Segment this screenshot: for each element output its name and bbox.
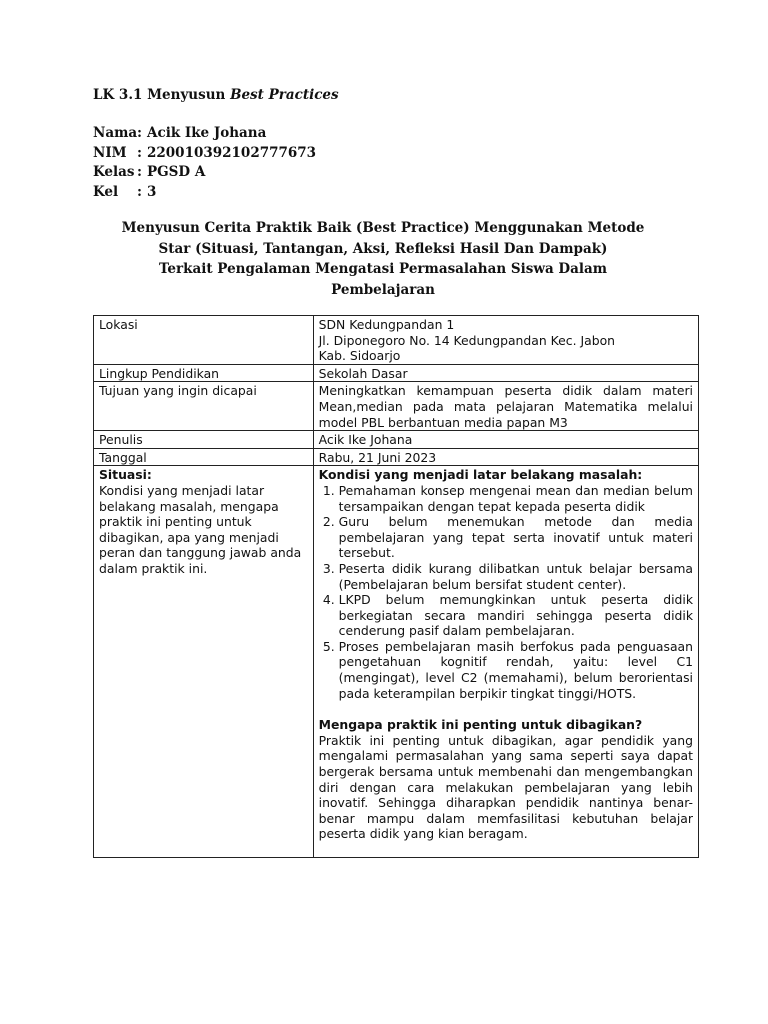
tujuan-label: Tujuan yang ingin dicapai: [94, 382, 314, 431]
identity-colon: :: [137, 125, 142, 141]
worksheet-title-italic: Best Practices: [230, 87, 339, 103]
table-row-lingkup: [94, 364, 699, 382]
list-item: 5. Proses pembelajaran masih berfokus pada penguasaan pengetahuan kognitif rendah, yaitu: level C1 (mengingat), level C2 (memahami), belum berorientasi pada keterampilan berpikir tingkat tinggi/HOTS.: [339, 639, 693, 701]
table-row-tanggal: [94, 448, 699, 466]
tanggal-value: Rabu, 21 Juni 2023: [313, 448, 698, 466]
lokasi-label: Lokasi: [94, 316, 314, 365]
best-practice-table: [93, 315, 699, 858]
identity-colon: :: [137, 164, 142, 180]
identity-colon: :: [137, 183, 142, 200]
lokasi-value: [313, 316, 698, 365]
list-item: 4. LKPD belum memungkinkan untuk peserta didik berkegiatan secara mandiri sehingga peserta didik cenderung pasif dalam pembelajaran.: [339, 592, 693, 639]
heading-line: Menyusun Cerita Praktik Baik (Best Practice) Menggunakan Metode: [121, 220, 645, 236]
heading-line: Terkait Pengalaman Mengatasi Permasalahan Siswa Dalam: [158, 261, 608, 277]
tujuan-value: Meningkatkan kemampuan peserta didik dalam materi Mean,median pada mata pelajaran Matematika melalui model PBL berbantuan media papan M3: [313, 382, 698, 431]
list-item: 3. Peserta didik kurang dilibatkan untuk belajar bersama (Pembelajaran belum bersifat student center).: [339, 561, 693, 592]
identity-label: Kel: [93, 183, 119, 200]
identity-row-kelas: [93, 163, 316, 183]
kondisi-heading: Kondisi yang menjadi latar belakang masalah:: [318, 467, 643, 483]
mengapa-paragraph: Praktik ini penting untuk dibagikan, agar pendidik yang mengalami permasalahan yang sama seperti saya dapat bergerak bersama untuk membenahi dan mengembangkan diri dengan cara melakukan pembelajaran yang lebih inovatif. Sehingga diharapkan pendidik nantinya benar-benar mampu dalam memfasilitasi kebutuhan belajar peserta didik yang kian beragam.: [318, 732, 693, 842]
mengapa-heading: Mengapa praktik ini penting untuk dibagikan?: [318, 717, 643, 733]
lokasi-line: Jl. Diponegoro No. 14 Kedungpandan Kec. Jabon: [318, 332, 616, 348]
identity-block: [93, 124, 316, 202]
table-row-penulis: [94, 431, 699, 449]
identity-value: 3: [147, 183, 157, 200]
kondisi-list: [319, 483, 693, 701]
identity-value: Acik Ike Johana: [147, 125, 267, 141]
heading-line: Pembelajaran: [331, 281, 435, 298]
identity-label: Nama: [93, 125, 138, 141]
identity-value: 220010392102777673: [147, 144, 317, 161]
spacer: [319, 701, 693, 717]
identity-row-nim: [93, 144, 316, 164]
lingkup-value: Sekolah Dasar: [313, 364, 698, 382]
identity-colon: :: [137, 144, 142, 161]
table-row-situasi: [94, 466, 699, 858]
lingkup-label: Lingkup Pendidikan: [94, 364, 314, 382]
situasi-cell: [94, 466, 314, 858]
situasi-description: Kondisi yang menjadi latar belakang masalah, mengapa praktik ini penting untuk dibagikan, apa yang menjadi peran dan tanggung jawab anda dalam praktik ini.: [99, 482, 302, 576]
list-item: 1. Pemahaman konsep mengenai mean dan median belum tersampaikan dengan tepat kepada peserta didik: [339, 483, 693, 514]
document-heading: [93, 218, 673, 300]
list-item: 2. Guru belum menemukan metode dan media pembelajaran yang tepat serta inovatif untuk materi tersebut.: [339, 514, 693, 561]
identity-value: PGSD A: [147, 164, 206, 180]
identity-label: Kelas: [93, 164, 135, 180]
lokasi-line: SDN Kedungpandan 1: [318, 317, 455, 332]
identity-row-kel: [93, 183, 316, 203]
lokasi-line: Kab. Sidoarjo: [318, 348, 401, 364]
heading-line: Star (Situasi, Tantangan, Aksi, Refleksi Hasil Dan Dampak): [158, 240, 608, 257]
table-row-lokasi: [94, 316, 699, 365]
penulis-label: Penulis: [94, 431, 314, 449]
worksheet-title: [93, 87, 339, 103]
identity-label: NIM: [93, 144, 127, 161]
situasi-label: Situasi:: [99, 467, 152, 483]
penulis-value: Acik Ike Johana: [313, 431, 698, 449]
situasi-content: [313, 466, 698, 858]
identity-row-nama: [93, 124, 316, 144]
table-row-tujuan: [94, 382, 699, 431]
spacer: [319, 842, 693, 857]
worksheet-title-prefix: LK 3.1 Menyusun: [93, 87, 231, 103]
tanggal-label: Tanggal: [94, 448, 314, 466]
